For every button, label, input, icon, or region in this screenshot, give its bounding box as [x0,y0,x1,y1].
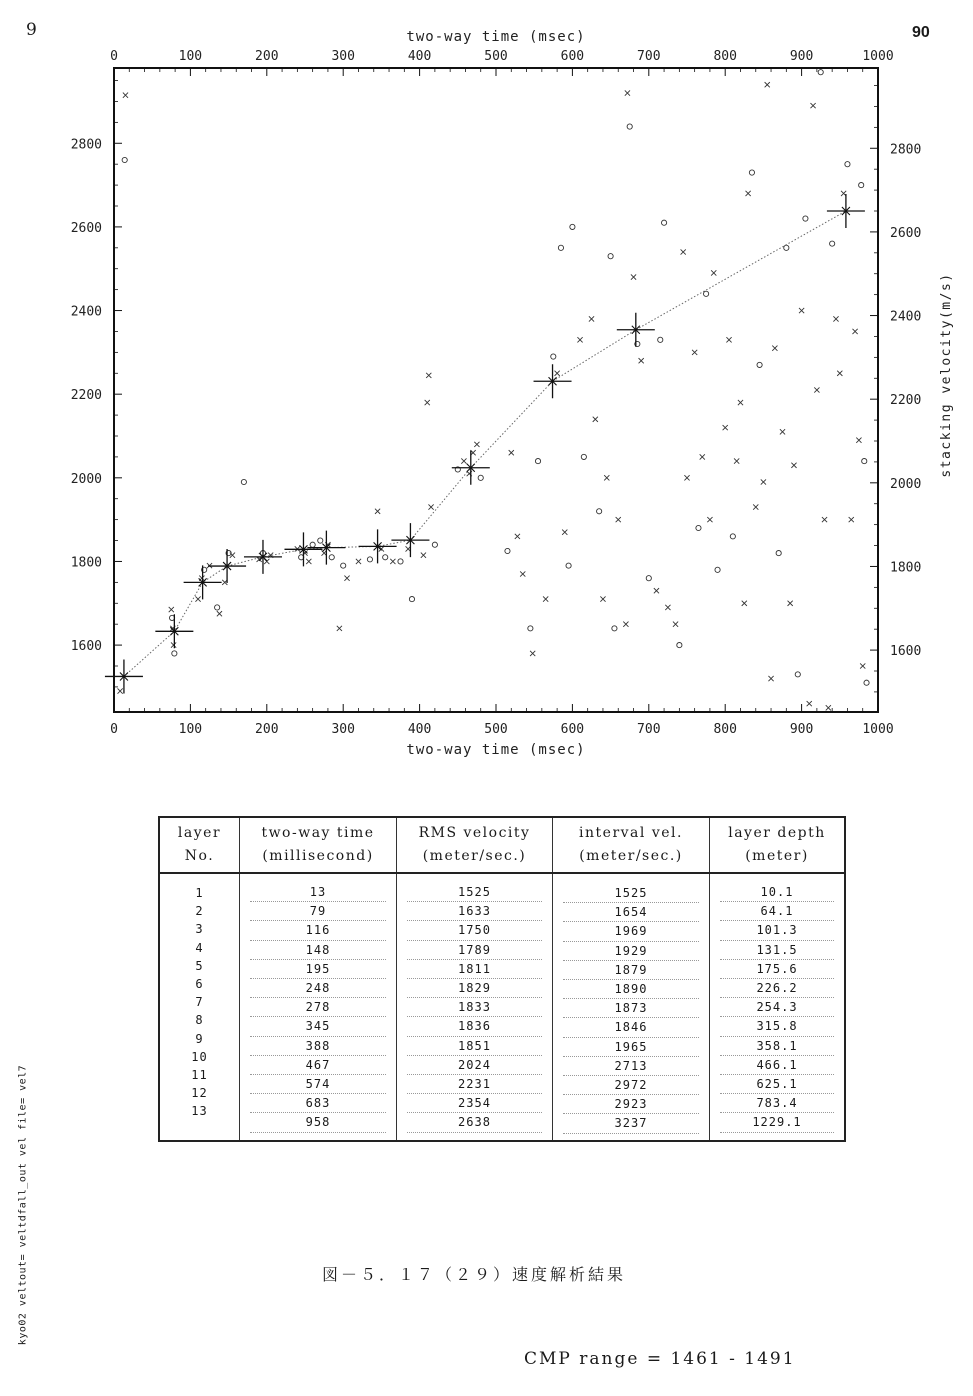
semblance-point-cross [623,622,628,627]
header-interval-vel [553,817,710,873]
semblance-point-cross [555,371,560,376]
table-cell: 79 [250,902,386,921]
semblance-point-cross [700,454,705,459]
semblance-point-cross [356,559,361,564]
y-tick-label-right: 2400 [890,309,922,325]
table-cell: 388 [250,1037,386,1056]
table-cell: 226.2 [720,979,834,998]
semblance-point-cross [639,358,644,363]
table-cell: 64.1 [720,902,834,921]
x-axis-label-top: two-way time (msec) [406,29,586,45]
table-cell: 195 [250,960,386,979]
table-cell: 2713 [563,1057,699,1076]
table-cell: 683 [250,1094,386,1113]
table-cell: 466.1 [720,1056,834,1075]
semblance-point-circle [661,220,666,225]
semblance-point-circle [329,555,334,560]
semblance-point-cross [123,93,128,98]
header-rms-velocity [397,817,553,873]
x-tick-label-top: 100 [178,49,203,64]
header-text: layer depth [728,825,826,841]
semblance-point-cross [217,611,222,616]
table-cell: 5 [195,958,204,973]
table-cell: 783.4 [720,1094,834,1113]
header-text: (meter/sec.) [579,848,683,864]
table-cell: 1833 [407,998,542,1017]
table-cell: 1965 [563,1038,699,1057]
table-cell: 10.1 [720,883,834,902]
table-cell: 248 [250,979,386,998]
semblance-point-cross [780,429,785,434]
semblance-point-cross [849,517,854,522]
semblance-point-circle [715,567,720,572]
semblance-point-cross [169,607,174,612]
x-tick-label-bottom: 300 [331,722,355,737]
semblance-point-circle [122,157,127,162]
semblance-point-cross [562,530,567,535]
table-cell: 1929 [563,942,699,961]
semblance-point-cross [852,329,857,334]
semblance-point-cross [171,642,176,647]
table-cell: 625.1 [720,1075,834,1094]
col-layer-depth [710,873,846,1141]
semblance-point-circle [558,245,563,250]
semblance-point-cross [306,559,311,564]
page-number-left: 9 [26,20,37,40]
table-cell: 358.1 [720,1037,834,1056]
semblance-point-cross [765,82,770,87]
side-label: kyo02 veltout= veltdfall_out vel file= vel7 [17,1064,29,1346]
semblance-point-cross [421,553,426,558]
y-tick-label-right: 2600 [890,225,922,241]
semblance-point-cross [461,458,466,463]
table-cell: 11 [191,1068,208,1083]
semblance-point-circle [658,337,663,342]
semblance-point-circle [535,458,540,463]
semblance-point-cross [807,701,812,706]
semblance-point-circle [845,162,850,167]
y-axis-label: stacking velocity(m/s) [939,272,954,478]
table-cell: 1890 [563,980,699,999]
semblance-point-circle [310,542,315,547]
x-tick-label-bottom: 100 [178,722,203,737]
y-tick-label-right: 1600 [890,644,922,660]
y-tick-label-right: 2200 [890,393,922,409]
semblance-point-cross [837,371,842,376]
semblance-point-circle [704,291,709,296]
semblance-point-circle [566,563,571,568]
table-cell: 1750 [407,921,542,940]
table-cell: 2972 [563,1076,699,1095]
semblance-point-cross [810,103,815,108]
semblance-point-cross [822,517,827,522]
figure-caption: 図－５．１７（２９）速度解析結果 [322,1265,627,1284]
y-tick-label-left: 1800 [70,555,102,571]
x-tick-label-bottom: 400 [407,722,432,737]
x-tick-label-bottom: 1000 [862,722,894,737]
table-cell: 13 [250,883,386,902]
semblance-point-cross [707,517,712,522]
semblance-point-cross [791,463,796,468]
table-cell: 1811 [407,960,542,979]
semblance-point-cross [625,90,630,95]
table-cell: 315.8 [720,1017,834,1036]
semblance-point-cross [118,688,123,693]
two-way-time-list [240,883,396,1133]
x-tick-label-bottom: 500 [484,722,508,737]
semblance-point-cross [195,596,200,601]
x-tick-label-bottom: 0 [110,722,118,737]
table-cell: 4 [195,940,204,955]
semblance-point-circle [776,550,781,555]
semblance-point-cross [833,316,838,321]
semblance-point-circle [597,509,602,514]
x-tick-label-top: 900 [789,49,814,64]
semblance-point-cross [723,425,728,430]
table-cell: 131.5 [720,941,834,960]
semblance-point-cross [474,442,479,447]
table-cell: 1851 [407,1037,542,1056]
header-text: (meter/sec.) [422,848,527,864]
x-tick-label-bottom: 200 [255,722,279,737]
table-cell: 2354 [407,1094,542,1113]
semblance-point-cross [860,663,865,668]
layer-depth-list [710,883,844,1133]
semblance-point-cross [631,274,636,279]
page-number-right: 90 [912,24,930,41]
semblance-point-cross [543,596,548,601]
semblance-point-circle [570,224,575,229]
velocity-function-line [124,211,846,676]
table-cell: 6 [195,977,204,992]
y-tick-label-right: 1800 [890,560,922,576]
table-cell: 2231 [407,1075,542,1094]
table-cell: 9 [195,1031,204,1046]
semblance-point-circle [551,354,556,359]
semblance-point-circle [341,563,346,568]
semblance-point-cross [684,475,689,480]
x-tick-label-top: 800 [713,49,737,64]
table-cell: 1654 [563,903,699,922]
header-text: No. [184,848,215,864]
semblance-point-circle [818,70,823,75]
semblance-point-cross [426,373,431,378]
semblance-point-cross [665,605,670,610]
table-cell: 345 [250,1017,386,1036]
x-tick-label-top: 600 [560,49,585,64]
y-tick-label-left: 2200 [70,388,102,404]
y-tick-label-left: 2000 [70,471,102,487]
semblance-point-circle [318,538,323,543]
cmp-range: CMP range = 1461 - 1491 [524,1349,796,1369]
semblance-point-circle [864,680,869,685]
semblance-point-circle [830,241,835,246]
semblance-point-circle [432,542,437,547]
header-layer-no [159,817,240,873]
semblance-point-cross [738,400,743,405]
y-tick-label-right: 2000 [890,476,922,492]
table-cell: 1789 [407,941,542,960]
semblance-point-circle [627,124,632,129]
x-tick-label-bottom: 900 [789,722,814,737]
table-cell: 1633 [407,902,542,921]
header-text: layer [177,825,222,841]
semblance-point-cross [768,676,773,681]
x-tick-label-top: 700 [637,49,661,64]
semblance-point-cross [726,337,731,342]
semblance-point-circle [478,475,483,480]
semblance-point-cross [515,534,520,539]
table-cell: 1229.1 [720,1113,834,1132]
semblance-point-cross [428,504,433,509]
semblance-point-circle [383,555,388,560]
x-tick-label-top: 1000 [862,49,894,64]
semblance-point-cross [772,346,777,351]
table-cell: 101.3 [720,921,834,940]
semblance-point-cross [577,337,582,342]
x-tick-label-bottom: 700 [637,722,661,737]
semblance-point-cross [856,438,861,443]
semblance-point-cross [593,417,598,422]
y-tick-label-left: 2400 [70,304,102,320]
table-cell: 7 [195,995,204,1010]
x-axis-label-bottom: two-way time (msec) [406,742,586,758]
semblance-point-cross [520,571,525,576]
col-layer-no [159,873,240,1141]
table-cell: 1879 [563,961,699,980]
semblance-point-circle [646,576,651,581]
x-tick-label-top: 300 [331,49,355,64]
x-tick-label-top: 200 [255,49,279,64]
semblance-point-cross [600,596,605,601]
table-cell: 148 [250,941,386,960]
table-cell: 254.3 [720,998,834,1017]
header-text: (meter) [745,848,809,864]
semblance-point-circle [784,245,789,250]
layer-table [158,816,846,1142]
semblance-point-cross [337,626,342,631]
header-text: two-way time [261,825,375,841]
semblance-point-circle [172,651,177,656]
semblance-point-circle [730,534,735,539]
table-cell: 2024 [407,1056,542,1075]
semblance-point-circle [862,458,867,463]
x-tick-label-top: 0 [110,49,118,64]
header-two-way-time [240,817,397,873]
semblance-point-circle [696,525,701,530]
semblance-point-circle [757,362,762,367]
rms-velocity-list [397,883,552,1133]
semblance-point-cross [753,504,758,509]
semblance-point-circle [749,170,754,175]
semblance-point-cross [826,705,831,710]
semblance-point-circle [398,559,403,564]
table-cell: 13 [191,1104,208,1119]
semblance-point-circle [241,479,246,484]
table-cell: 2 [195,904,204,919]
table-cell: 10 [191,1049,208,1064]
table-cell: 467 [250,1056,386,1075]
y-tick-label-left: 2600 [70,220,102,236]
x-tick-label-top: 400 [407,49,432,64]
semblance-point-cross [761,479,766,484]
semblance-point-cross [681,249,686,254]
table-cell: 2638 [407,1113,542,1132]
semblance-point-cross [390,559,395,564]
header-layer-depth [710,817,846,873]
semblance-point-circle [409,596,414,601]
semblance-point-cross [264,559,269,564]
y-tick-label-right: 2800 [890,142,922,158]
semblance-point-circle [859,182,864,187]
header-text: (millisecond) [262,848,374,864]
table-cell: 1836 [407,1017,542,1036]
semblance-point-circle [795,672,800,677]
col-two-way-time [240,873,397,1141]
x-tick-label-top: 500 [484,49,508,64]
semblance-point-cross [742,601,747,606]
semblance-point-cross [711,270,716,275]
semblance-point-circle [677,642,682,647]
semblance-point-cross [654,588,659,593]
table-cell: 8 [195,1013,204,1028]
x-tick-label-bottom: 800 [713,722,737,737]
semblance-point-circle [528,626,533,631]
table-cell: 12 [191,1086,208,1101]
y-tick-label-left: 1600 [70,639,102,655]
semblance-point-cross [425,400,430,405]
semblance-point-cross [799,308,804,313]
table-cell: 574 [250,1075,386,1094]
table-cell: 278 [250,998,386,1017]
semblance-point-cross [616,517,621,522]
semblance-point-cross [692,350,697,355]
y-tick-label-left: 2800 [70,137,102,153]
semblance-point-cross [814,387,819,392]
semblance-point-circle [803,216,808,221]
semblance-point-cross [788,601,793,606]
semblance-point-cross [375,509,380,514]
table-cell: 1525 [407,883,542,902]
semblance-point-cross [344,576,349,581]
semblance-point-circle [367,557,372,562]
table-cell: 3237 [563,1114,699,1133]
x-tick-label-bottom: 600 [560,722,585,737]
col-rms-velocity [397,873,553,1141]
semblance-point-circle [581,454,586,459]
semblance-point-cross [673,622,678,627]
semblance-point-cross [589,316,594,321]
table-cell: 175.6 [720,960,834,979]
table-cell: 1 [195,886,204,900]
semblance-point-circle [608,254,613,259]
table-cell: 2923 [563,1095,699,1114]
table-cell: 1846 [563,1018,699,1037]
semblance-point-circle [612,626,617,631]
semblance-point-circle [505,548,510,553]
col-interval-vel [553,873,710,1141]
layer-no-list [160,884,239,1121]
header-text: RMS velocity [418,825,531,841]
table-cell: 958 [250,1113,386,1132]
plot-frame [114,68,878,712]
table-cell: 116 [250,921,386,940]
semblance-point-circle [215,605,220,610]
semblance-point-cross [734,458,739,463]
table-cell: 1873 [563,999,699,1018]
header-text: interval vel. [579,825,683,841]
semblance-point-cross [530,651,535,656]
interval-vel-list [553,884,709,1134]
semblance-point-cross [746,191,751,196]
semblance-point-cross [604,475,609,480]
table-cell: 1525 [563,884,699,903]
semblance-point-cross [509,450,514,455]
table-cell: 1969 [563,922,699,941]
table-cell: 3 [195,922,204,937]
table-cell: 1829 [407,979,542,998]
